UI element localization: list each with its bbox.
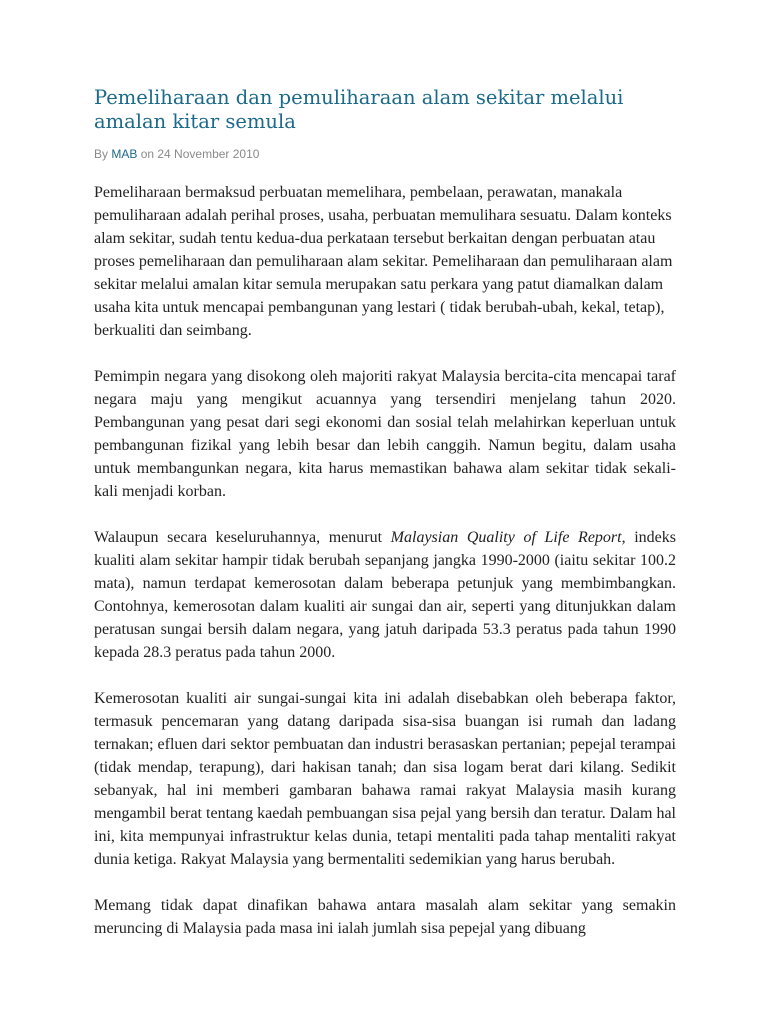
paragraph-5: Memang tidak dapat dinafikan bahawa antara masalah alam sekitar yang semakin meruncing di Malaysia pada masa ini ialah jumlah sisa pepejal yang dibuang: [94, 897, 676, 937]
article-byline: [94, 146, 259, 162]
paragraph-1: Pemeliharaan bermaksud perbuatan memelihara, pembelaan, perawatan, manakala pemuliharaan adalah perihal proses, usaha, perbuatan memulihara sesuatu. Dalam konteks alam sekitar, sudah tentu kedua-dua perkataan tersebut berkaitan dengan perbuatan atau proses pemeliharaan dan pemuliharaan alam sekitar. Pemeliharaan dan pemuliharaan alam sekitar melalui amalan kitar semula merupakan satu perkara yang patut diamalkan dalam usaha kita untuk mencapai pembangunan yang lestari ( tidak berubah-ubah, kekal, tetap), berkualiti dan seimbang.: [94, 184, 673, 339]
byline-prefix: By: [94, 147, 112, 161]
byline-date: on 24 November 2010: [137, 147, 260, 161]
paragraph-3-lead: Walaupun secara keseluruhannya, menurut: [94, 529, 391, 546]
paragraph-3-rest: , indeks kualiti alam sekitar hampir tidak berubah sepanjang jangka 1990-2000 (iaitu sekitar 100.2 mata), namun terdapat kemerosotan dalam beberapa petunjuk yang membimbangkan. Contohnya, kemerosotan dalam kualiti air sungai dan air, seperti yang ditunjukkan dalam peratusan sungai bersih dalam negara, yang jatuh daripada 53.3 peratus pada tahun 1990 kepada 28.3 peratus pada tahun 2000.: [94, 529, 677, 661]
paragraph-2: Pemimpin negara yang disokong oleh majoriti rakyat Malaysia bercita-cita mencapai taraf negara maju yang mengikut acuannya yang tersendiri menjelang tahun 2020. Pembangunan yang pesat dari segi ekonomi dan sosial telah melahirkan keperluan untuk pembangunan fizikal yang lebih besar dan lebih canggih. Namun begitu, dalam usaha untuk membangunkan negara, kita harus memastikan bahawa alam sekitar tidak sekali-kali menjadi korban.: [94, 368, 676, 500]
paragraph-4: Kemerosotan kualiti air sungai-sungai kita ini adalah disebabkan oleh beberapa faktor, termasuk pencemaran yang datang daripada sisa-sisa buangan isi rumah dan ladang ternakan; efluen dari sektor pembuatan dan industri berasaskan pertanian; pepejal terampai (tidak mendap, terapung), dari hakisan tanah; dan sisa logam berat dari kilang. Sedikit sebanyak, hal ini memberi gambaran bahawa ramai rakyat Malaysia masih kurang mengambil berat tentang kaedah pembuangan sisa pejal yang bersih dan teratur. Dalam hal ini, kita mempunyai infrastruktur kelas dunia, tetapi mentaliti pada tahap mentaliti rakyat dunia ketiga. Rakyat Malaysia yang bermentaliti sedemikian yang harus berubah.: [94, 690, 676, 868]
article-title: Pemeliharaan dan pemuliharaan alam sekitar melalui amalan kitar semula: [94, 86, 624, 133]
author-link[interactable]: MAB: [111, 147, 138, 161]
article-body: [94, 181, 676, 963]
paragraph-3: [94, 526, 676, 664]
report-title: Malaysian Quality of Life Report: [390, 529, 622, 546]
